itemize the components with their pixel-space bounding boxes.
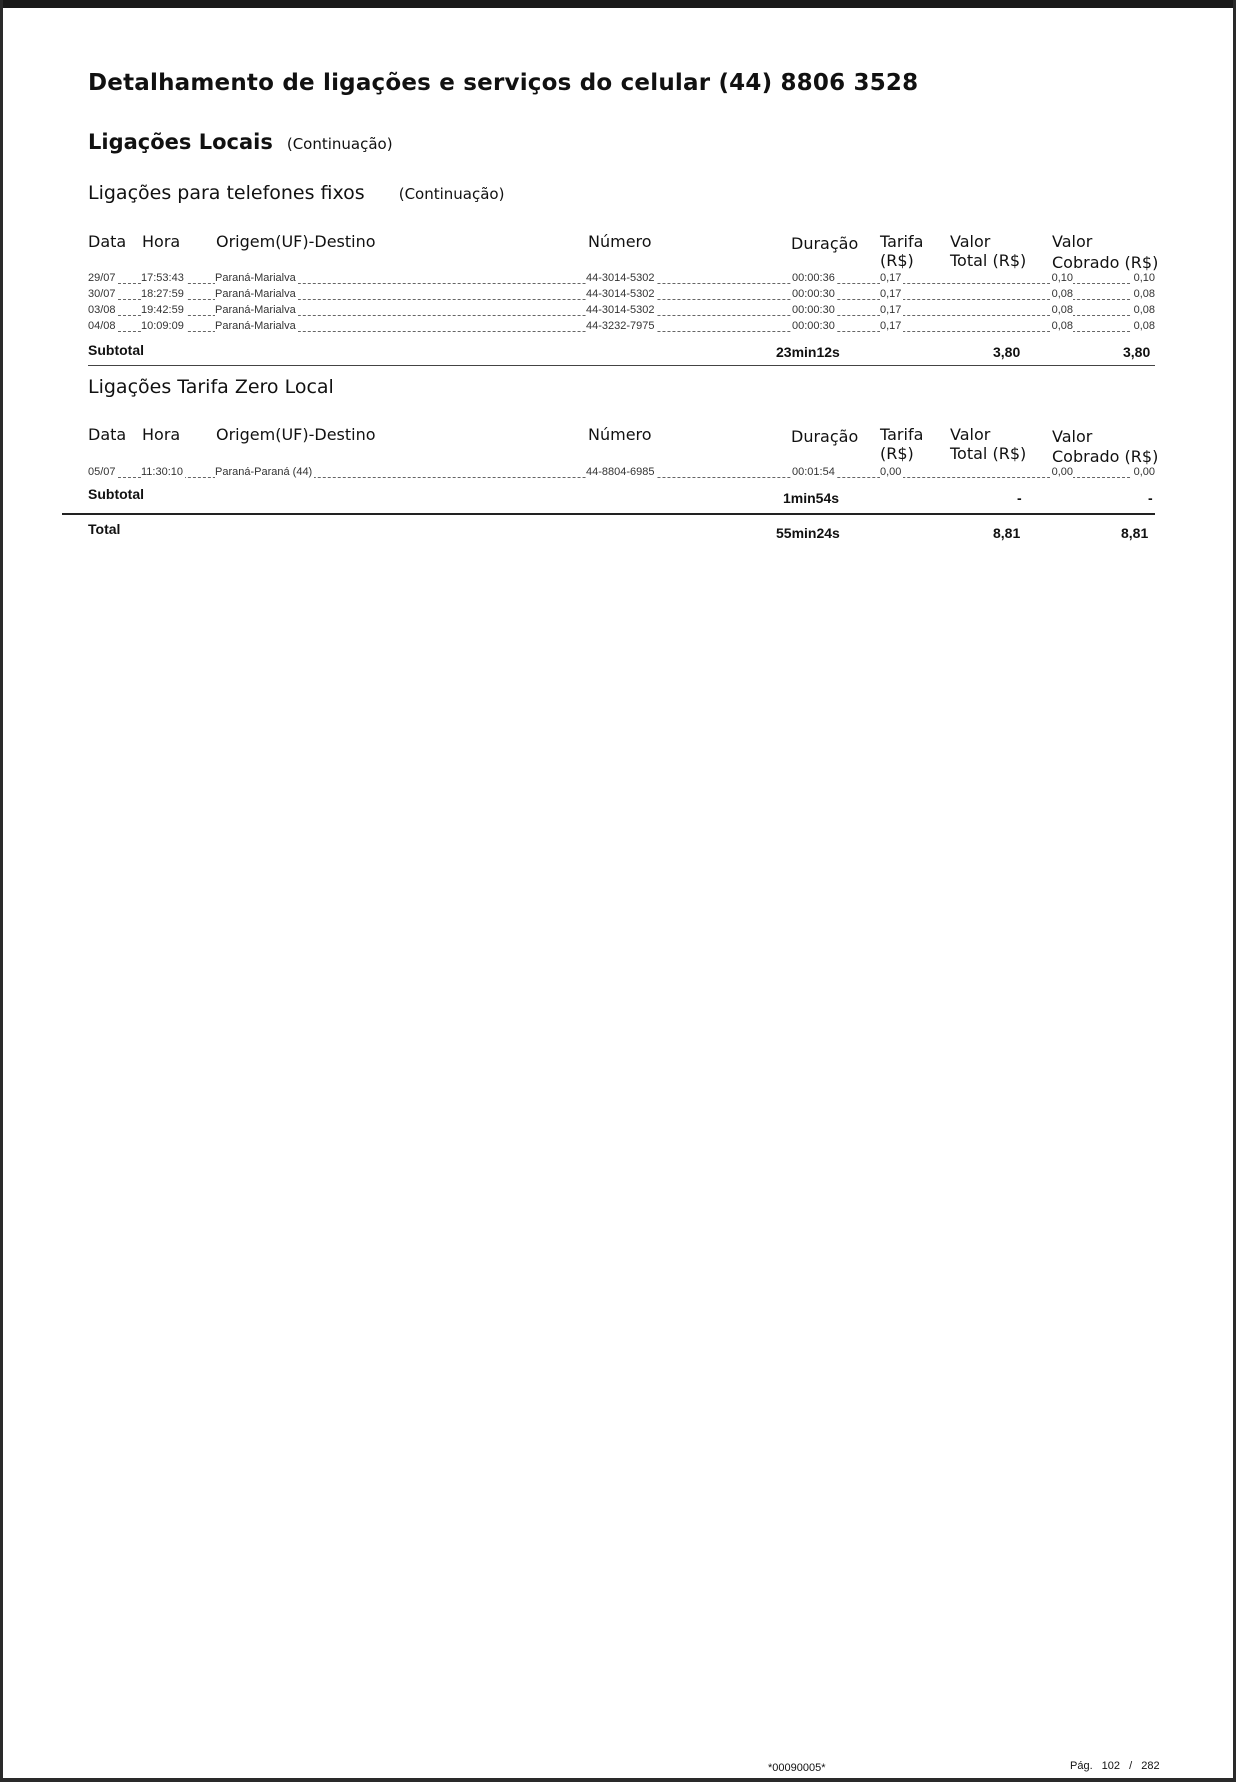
cell-origem: Paraná-Marialva bbox=[215, 272, 296, 284]
col-valor-total-unit: Total (R$) bbox=[950, 251, 1027, 270]
subtotal-duracao: 23min12s bbox=[776, 344, 840, 360]
cell-valor-cobrado: 0,10 bbox=[1133, 272, 1155, 284]
cell-valor-total: 0,08 bbox=[1051, 320, 1073, 332]
col-tarifa-header: Tarifa bbox=[880, 425, 924, 444]
cell-tarifa: 0,00 bbox=[880, 466, 902, 478]
total-label: Total bbox=[88, 521, 121, 537]
col-valor-total-header: Valor bbox=[950, 232, 991, 251]
section-continuation: (Continuação) bbox=[286, 135, 393, 153]
scan-border-top bbox=[0, 0, 1236, 8]
cell-valor-cobrado: 0,08 bbox=[1133, 288, 1155, 300]
cell-duracao: 00:00:30 bbox=[792, 320, 835, 332]
total-divider bbox=[62, 513, 1155, 515]
col-valor-cobrado-header: Valor bbox=[1052, 232, 1093, 251]
subtotal-label: Subtotal bbox=[88, 342, 144, 358]
cell-valor-cobrado: 0,08 bbox=[1133, 304, 1155, 316]
cell-valor-total: 0,00 bbox=[1051, 466, 1073, 478]
table-row bbox=[88, 466, 1155, 482]
col-tarifa-unit: (R$) bbox=[880, 251, 914, 270]
col-hora-header: Hora bbox=[142, 425, 181, 444]
fixos-title bbox=[88, 182, 504, 204]
cell-valor-total: 0,10 bbox=[1051, 272, 1073, 284]
col-valor-cobrado-header: Valor bbox=[1052, 427, 1093, 446]
cell-data: 05/07 bbox=[88, 466, 116, 478]
cell-hora: 19:42:59 bbox=[141, 304, 184, 316]
cell-tarifa: 0,17 bbox=[880, 304, 902, 316]
cell-hora: 18:27:59 bbox=[141, 288, 184, 300]
col-data-header: Data bbox=[88, 425, 127, 444]
col-origem-header: Origem(UF)-Destino bbox=[216, 232, 376, 251]
cell-origem: Paraná-Marialva bbox=[215, 288, 296, 300]
col-valor-total-header: Valor bbox=[950, 425, 991, 444]
fixos-title-text: Ligações para telefones fixos bbox=[88, 182, 365, 204]
cell-origem: Paraná-Marialva bbox=[215, 304, 296, 316]
page-title: Detalhamento de ligações e serviços do celular (44) 8806 3528 bbox=[88, 70, 919, 96]
scan-border-left bbox=[0, 0, 3, 1782]
cell-duracao: 00:00:30 bbox=[792, 304, 835, 316]
cell-numero: 44-3232-7975 bbox=[586, 320, 655, 332]
document-code: *00090005* bbox=[768, 1762, 826, 1774]
cell-numero: 44-3014-5302 bbox=[586, 304, 655, 316]
cell-numero: 44-3014-5302 bbox=[586, 272, 655, 284]
cell-tarifa: 0,17 bbox=[880, 320, 902, 332]
cell-data: 03/08 bbox=[88, 304, 116, 316]
col-tarifa-unit: (R$) bbox=[880, 444, 914, 463]
cell-valor-total: 0,08 bbox=[1051, 288, 1073, 300]
cell-data: 04/08 bbox=[88, 320, 116, 332]
col-origem-header: Origem(UF)-Destino bbox=[216, 425, 376, 444]
col-hora-header: Hora bbox=[142, 232, 181, 251]
cell-data: 30/07 bbox=[88, 288, 116, 300]
subtotal-valor-total: 3,80 bbox=[993, 344, 1021, 360]
cell-hora: 10:09:09 bbox=[141, 320, 184, 332]
cell-valor-cobrado: 0,00 bbox=[1133, 466, 1155, 478]
table-row bbox=[88, 320, 1155, 336]
col-numero-header: Número bbox=[588, 232, 652, 251]
cell-tarifa: 0,17 bbox=[880, 288, 902, 300]
subtotal-valor-cobrado: - bbox=[1148, 490, 1153, 506]
cell-numero: 44-8804-6985 bbox=[586, 466, 655, 478]
scan-border-bottom bbox=[0, 1778, 1236, 1782]
tarifa-zero-title: Ligações Tarifa Zero Local bbox=[88, 376, 334, 398]
total-valor-cobrado: 8,81 bbox=[1121, 525, 1149, 541]
table-row bbox=[88, 272, 1155, 288]
subtotal-valor-total: - bbox=[1017, 490, 1022, 506]
subtotal-duracao: 1min54s bbox=[783, 490, 840, 506]
cell-duracao: 00:01:54 bbox=[792, 466, 835, 478]
cell-numero: 44-3014-5302 bbox=[586, 288, 655, 300]
table-row bbox=[88, 304, 1155, 320]
total-valor-total: 8,81 bbox=[993, 525, 1021, 541]
subtotal-valor-cobrado: 3,80 bbox=[1123, 344, 1151, 360]
col-duracao-header: Duração bbox=[791, 234, 859, 253]
cell-valor-cobrado: 0,08 bbox=[1133, 320, 1155, 332]
total-duracao: 55min24s bbox=[776, 525, 840, 541]
cell-hora: 11:30:10 bbox=[141, 466, 184, 478]
col-valor-total-unit: Total (R$) bbox=[950, 444, 1027, 463]
fixos-continuation: (Continuação) bbox=[398, 185, 505, 203]
page-number: Pág. 102 / 282 bbox=[1070, 1760, 1160, 1772]
col-valor-cobrado-unit: Cobrado (R$) bbox=[1052, 447, 1159, 466]
table-row bbox=[88, 288, 1155, 304]
cell-tarifa: 0,17 bbox=[880, 272, 902, 284]
col-data-header: Data bbox=[88, 232, 127, 251]
cell-duracao: 00:00:30 bbox=[792, 288, 835, 300]
col-numero-header: Número bbox=[588, 425, 652, 444]
cell-valor-total: 0,08 bbox=[1051, 304, 1073, 316]
subtotal-label: Subtotal bbox=[88, 486, 144, 502]
cell-origem: Paraná-Marialva bbox=[215, 320, 296, 332]
section-title bbox=[88, 130, 393, 154]
cell-hora: 17:53:43 bbox=[141, 272, 184, 284]
cell-duracao: 00:00:36 bbox=[792, 272, 835, 284]
section-title-text: Ligações Locais bbox=[88, 130, 273, 154]
col-valor-cobrado-unit: Cobrado (R$) bbox=[1052, 253, 1159, 272]
col-duracao-header: Duração bbox=[791, 427, 859, 446]
cell-data: 29/07 bbox=[88, 272, 116, 284]
cell-origem: Paraná-Paraná (44) bbox=[215, 466, 313, 478]
col-tarifa-header: Tarifa bbox=[880, 232, 924, 251]
section-divider bbox=[88, 365, 1155, 366]
